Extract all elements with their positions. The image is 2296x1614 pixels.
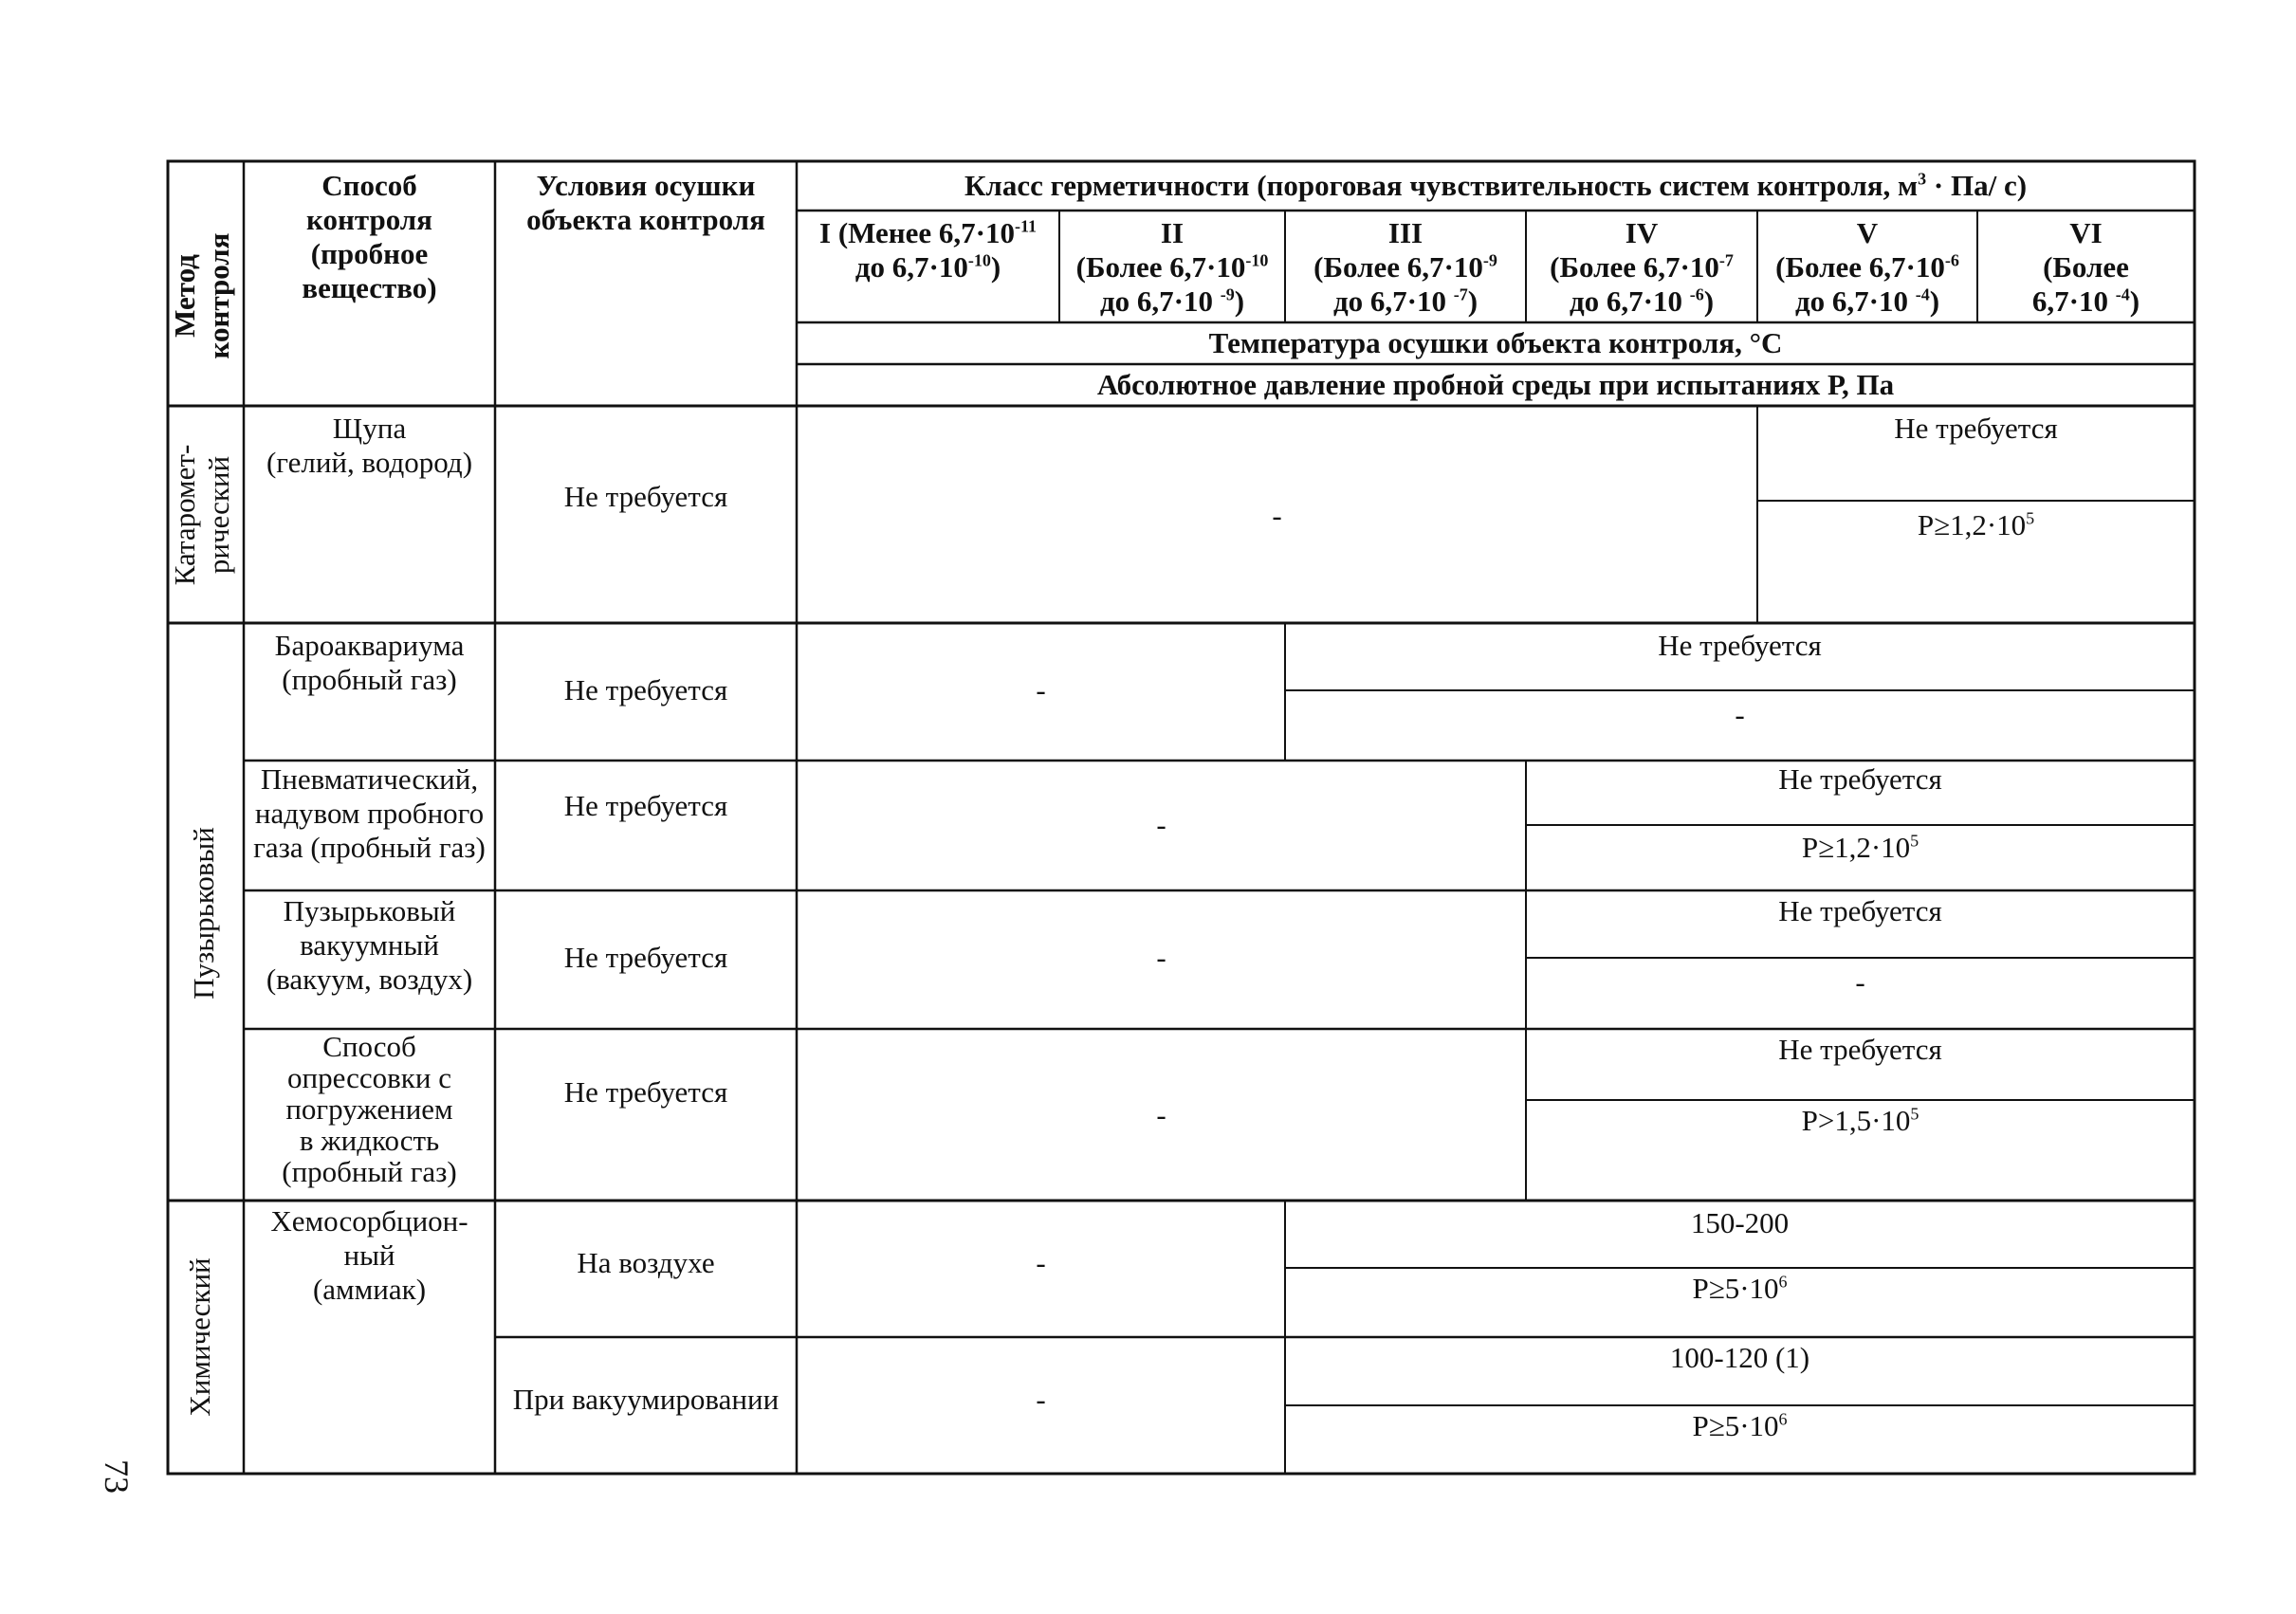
class-sup: -11 <box>1014 216 1037 236</box>
class-sup: -6 <box>1944 250 1959 270</box>
class-line: до 6,7·10 <box>854 250 968 284</box>
class-sup: -4 <box>2115 284 2130 304</box>
class-sup: -10 <box>1245 250 1269 270</box>
group-bubble: Пузырьковый <box>187 827 220 1000</box>
pressure-sup: 5 <box>1910 1104 1919 1124</box>
row4-way <box>244 894 495 997</box>
class-line-end: ) <box>1929 284 1940 318</box>
row4-dash: - <box>1156 941 1166 974</box>
class-4-cell <box>1526 216 1757 319</box>
class-title-end: · Па/ с) <box>1926 169 2028 202</box>
class-numeral: VI <box>2069 216 2103 249</box>
class-title-sup: 3 <box>1918 169 1927 189</box>
row7-drying: При вакуумировании <box>512 1383 780 1416</box>
class-line: I (Менее 6,7·10 <box>819 216 1015 249</box>
row6-drying: На воздухе <box>577 1246 715 1279</box>
class-sup: -9 <box>1482 250 1497 270</box>
header-class-title <box>797 169 2195 203</box>
class-numeral: IV <box>1625 216 1659 249</box>
row7-pressure <box>1285 1409 2195 1443</box>
class-line: до 6,7·10 <box>1099 284 1221 318</box>
row3-drying: Не требуется <box>563 789 728 822</box>
class-2-cell <box>1059 216 1285 319</box>
class-numeral: II <box>1160 216 1185 249</box>
way-line: Хемосорбцион- <box>270 1204 468 1238</box>
group-chemical: Химический <box>183 1257 216 1417</box>
pressure-value: Р≥1,2·10 <box>1917 508 2027 541</box>
class-line: (Более 6,7·10 <box>1313 250 1483 284</box>
row2-pressure: - <box>1735 698 1745 731</box>
class-line: (Более 6,7·10 <box>1075 250 1246 284</box>
class-sup: -7 <box>1453 284 1468 304</box>
class-sup: -6 <box>1689 284 1704 304</box>
class-line-end: ) <box>1703 284 1715 318</box>
class-line-end: ) <box>1234 284 1245 318</box>
row4-drying: Не требуется <box>563 941 728 974</box>
class-numeral: III <box>1387 216 1424 249</box>
row4-pressure: - <box>1855 965 1865 999</box>
row5-dash: - <box>1156 1098 1166 1131</box>
class-sup: -10 <box>967 250 991 270</box>
row5-drying: Не требуется <box>563 1075 728 1109</box>
row3-pressure <box>1526 831 2195 865</box>
row5-temp: Не требуется <box>1778 1033 1942 1066</box>
class-numeral: V <box>1856 216 1879 249</box>
class-line-end: ) <box>2129 284 2140 318</box>
row7-temp: 100-120 (1) <box>1669 1341 1810 1374</box>
row1-drying: Не требуется <box>563 480 728 513</box>
row2-temp: Не требуется <box>1658 629 1822 662</box>
row6-temp: 150-200 <box>1690 1206 1790 1239</box>
row2-dash: - <box>1036 673 1046 706</box>
class-line: (Более 6,7·10 <box>1775 250 1945 284</box>
pressure-sup: 6 <box>1778 1272 1788 1292</box>
row3-dash: - <box>1156 808 1166 841</box>
class-line-end: ) <box>1467 284 1479 318</box>
row1-pressure <box>1757 508 2195 542</box>
way-line: надувом пробного <box>254 797 485 830</box>
way-line: вакуумный <box>300 928 439 962</box>
pressure-value: Р≥5·10 <box>1692 1272 1779 1305</box>
row1-temp: Не требуется <box>1894 412 2058 445</box>
header-way-line: (пробное <box>310 237 429 270</box>
way-line: Пневматический, <box>260 762 479 796</box>
way-line: (гелий, водород) <box>266 446 473 479</box>
header-way-line: Способ <box>321 169 417 202</box>
pressure-value: Р≥1,2·10 <box>1801 831 1911 864</box>
way-line: Щупа <box>332 412 407 445</box>
header-drying-cell <box>495 169 797 237</box>
class-6-cell <box>1977 216 2195 319</box>
way-line: (пробный газ) <box>282 1155 457 1188</box>
way-line: опрессовки с <box>287 1061 451 1094</box>
pressure-sup: 5 <box>2026 508 2035 528</box>
row3-way <box>244 762 495 865</box>
class-line: 6,7·10 <box>2031 284 2116 318</box>
way-line: погружением <box>285 1092 453 1126</box>
class-sup: -7 <box>1718 250 1734 270</box>
way-line: ный <box>343 1238 395 1272</box>
class-5-cell <box>1757 216 1977 319</box>
class-sup: -4 <box>1915 284 1930 304</box>
class-line: до 6,7·10 <box>1569 284 1690 318</box>
header-way-line: контроля <box>306 203 432 236</box>
row1-dash: - <box>1272 499 1282 532</box>
class-line: до 6,7·10 <box>1332 284 1454 318</box>
class-3-cell <box>1285 216 1526 319</box>
header-drying-line: Условия осушки <box>536 169 756 202</box>
way-line: Способ <box>322 1030 416 1063</box>
row2-drying: Не требуется <box>563 673 728 706</box>
row6-dash: - <box>1036 1246 1046 1279</box>
way-line: Бароаквариума <box>274 629 465 662</box>
way-line: газа (пробный газ) <box>253 831 486 864</box>
row3-temp: Не требуется <box>1778 762 1942 796</box>
pressure-value: Р>1,5·10 <box>1801 1104 1911 1137</box>
header-method-line1: Метод <box>168 254 201 338</box>
row7-dash: - <box>1036 1383 1046 1416</box>
group-label-line: рический <box>202 455 235 575</box>
header-way-cell <box>244 169 495 305</box>
row5-way <box>244 1031 495 1187</box>
class-line-end: ) <box>990 250 1001 284</box>
header-way-line: вещество) <box>302 271 437 304</box>
way-line: в жидкость <box>299 1124 440 1157</box>
row6-way <box>244 1204 495 1307</box>
class-line: до 6,7·10 <box>1794 284 1916 318</box>
header-method-line2: контроля <box>202 232 235 359</box>
class-sup: -9 <box>1220 284 1235 304</box>
way-line: (вакуум, воздух) <box>266 963 473 996</box>
header-pressure-row: Абсолютное давление пробной среды при испытаниях Р, Па <box>1096 368 1895 401</box>
header-temperature-row: Температура осушки объекта контроля, °С <box>1208 326 1783 359</box>
way-line: Пузырьковый <box>283 894 456 927</box>
pressure-sup: 5 <box>1910 831 1919 851</box>
class-title-text: Класс герметичности (пороговая чувствительность систем контроля, м <box>964 169 1919 202</box>
way-line: (аммиак) <box>312 1273 427 1306</box>
group-label-line: Катаромет- <box>168 444 201 586</box>
page-number: 73 <box>98 1459 136 1494</box>
row2-way <box>244 629 495 697</box>
row1-way <box>244 412 495 480</box>
pressure-value: Р≥5·10 <box>1692 1409 1779 1442</box>
header-drying-line: объекта контроля <box>526 203 765 236</box>
row4-temp: Не требуется <box>1778 894 1942 927</box>
row5-pressure <box>1526 1104 2195 1138</box>
way-line: (пробный газ) <box>282 663 457 696</box>
class-1-cell <box>797 216 1059 284</box>
row6-pressure <box>1285 1272 2195 1306</box>
class-line: (Более <box>2043 250 2129 284</box>
class-line: (Более 6,7·10 <box>1550 250 1719 284</box>
group-katarometric <box>168 406 244 624</box>
pressure-sup: 6 <box>1778 1409 1788 1429</box>
header-method-cell <box>168 204 244 388</box>
